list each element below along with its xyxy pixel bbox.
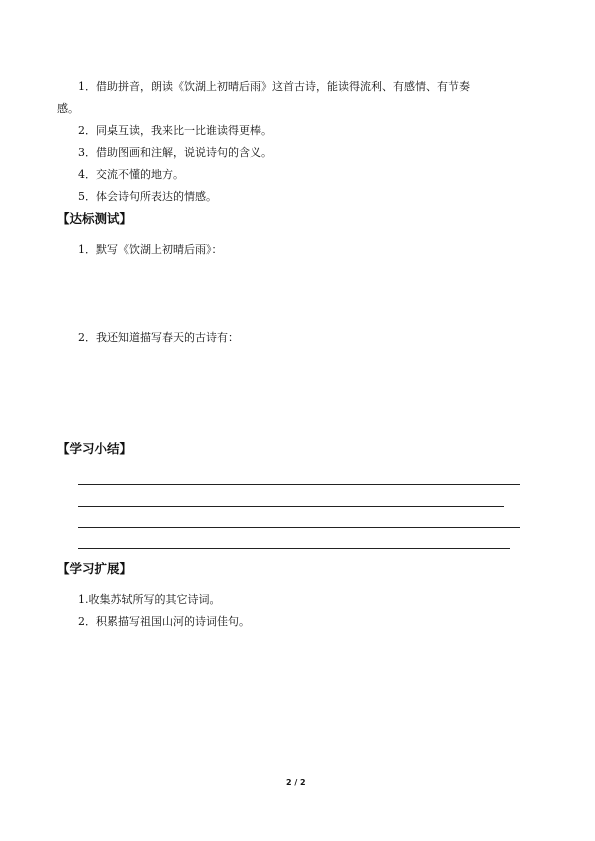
intro-item-4: 4．交流不懂的地方。 (78, 168, 184, 181)
extension-item-2: 2．积累描写祖国山河的诗词佳句。 (78, 615, 250, 628)
intro-item-1: 1．借助拼音，朗读《饮湖上初晴后雨》这首古诗，能读得流利、有感情、有节奏 (78, 80, 470, 93)
test-item-2: 2．我还知道描写春天的古诗有： (78, 331, 239, 344)
intro-item-5: 5．体会诗句所表达的情感。 (78, 190, 217, 203)
summary-answer-line-1[interactable] (78, 484, 520, 485)
test-item-1: 1．默写《饮湖上初晴后雨》： (78, 243, 223, 256)
intro-item-2: 2．同桌互读，我来比一比谁读得更棒。 (78, 124, 272, 137)
page-number: 2 / 2 (286, 778, 306, 787)
summary-answer-line-2[interactable] (78, 506, 504, 507)
intro-item-3: 3．借助图画和注解，说说诗句的含义。 (78, 146, 272, 159)
summary-answer-line-4[interactable] (78, 548, 510, 549)
extension-item-1: 1.收集苏轼所写的其它诗词。 (78, 593, 221, 606)
summary-section-heading: 【学习小结】 (57, 441, 133, 456)
intro-item-1-continuation: 感。 (57, 102, 79, 115)
summary-answer-line-3[interactable] (78, 527, 520, 528)
extension-section-heading: 【学习扩展】 (57, 561, 133, 576)
test-section-heading: 【达标测试】 (57, 211, 133, 226)
